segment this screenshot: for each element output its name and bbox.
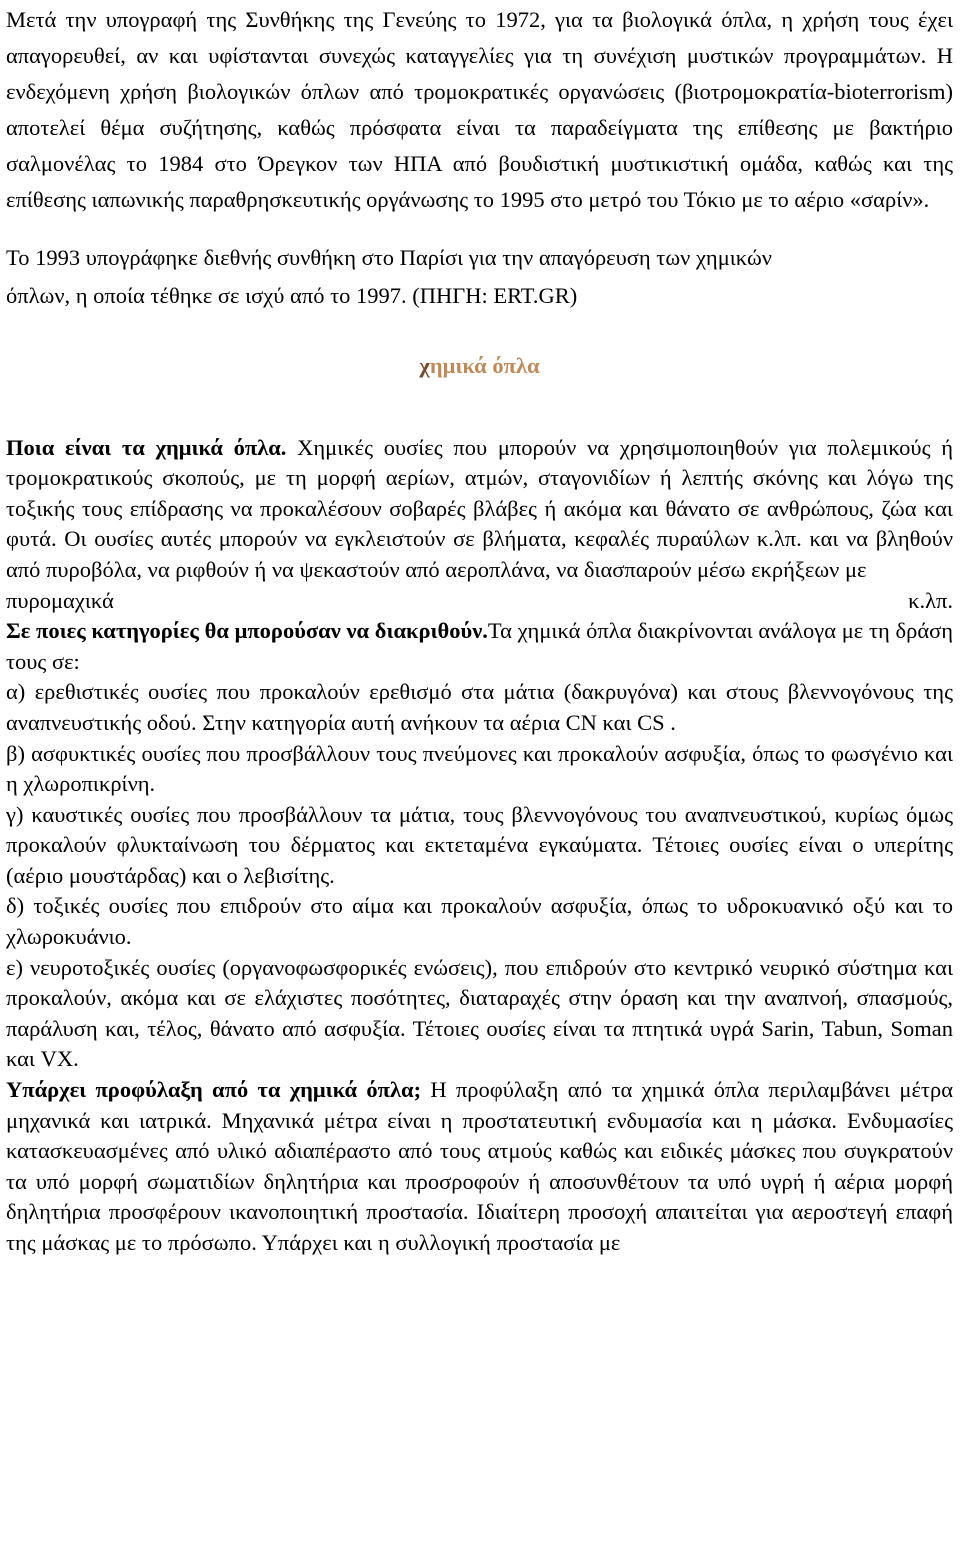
category-b: β) ασφυκτικές ουσίες που προσβάλλουν τους πνεύμονες και προκαλούν ασφυξία, όπως το φωσγένιο και η χλωροπικρίνη.: [6, 740, 953, 797]
protection-text: Η προφύλαξη από τα χημικά όπλα περιλαμβάνει μέτρα μηχανικά και ιατρικά. Μηχανικά μέτρα είναι η προστατευτική ενδυμασία και η μάσκα. Ενδυμασίες κατασκευασμένες από υλικό αδιαπέραστο από τους ατμούς καθώς και ειδικές μάσκες που συγκρατούν τα υπό μορφή σωματιδίων δηλητήρια και προσροφούν ή αποσυνθέτουν τα υπό υγρή ή αέρια μορφή δηλητήρια προσφέρουν ικανοποιητική προστασία. Ιδιαίτερη προσοχή απαιτείται για αεροστεγή επαφή της μάσκας με το πρόσωπο. Υπάρχει και η συλλογική προστασία με: [6, 1077, 953, 1255]
intro-paragraph-2-line-2: όπλων, η οποία τέθηκε σε ισχύ από το 1997. (ΠΗΓΗ: ERT.GR): [6, 282, 578, 308]
section-heading: [6, 351, 953, 381]
what-are-last-word-right: κ.λπ.: [908, 587, 953, 613]
what-are-last-word-left: πυρομαχικά: [6, 587, 114, 613]
intro-paragraph-1: Μετά την υπογραφή της Συνθήκης της Γενεύης το 1972, για τα βιολογικά όπλα, η χρήση τους έχει απαγορευθεί, αν και υφίστανται συνεχώς καταγγελίες για τη συνέχιση μυστικών προγραμμάτων. Η ενδεχόμενη χρήση βιολογικών όπλων από τρομοκρατικές οργανώσεις (βιοτρομοκρατία-bioterrorism) αποτελεί θέμα συζήτησης, καθώς πρόσφατα είναι τα παραδείγματα της επίθεσης με βακτήριο σαλμονέλας το 1984 στο Όρεγκον των ΗΠΑ από βουδιστική μυστικιστική ομάδα, καθώς και της επίθεσης ιαπωνικής παραθρησκευτικής οργάνωσης το 1995 στο μετρό του Τόκιο με το αέριο «σαρίν».: [6, 7, 953, 213]
categories-paragraph: [6, 616, 953, 677]
categories-title: Σε ποιες κατηγορίες θα μπορούσαν να διακριθούν.: [6, 618, 488, 644]
categories-text: Τα χημικά όπλα διακρίνονται ανάλογα με τη δράση τους σε:: [6, 618, 954, 674]
what-are-title: Ποια είναι τα χημικά όπλα.: [6, 434, 287, 460]
what-are-last-line: [6, 586, 953, 617]
category-d: δ) τοξικές ουσίες που επιδρούν στο αίμα και προκαλούν ασφυξία, όπως το υδροκυανικό οξύ και το χλωροκυάνιο.: [6, 893, 953, 950]
category-a: α) ερεθιστικές ουσίες που προκαλούν ερεθισμό στα μάτια (δακρυγόνα) και στους βλεννογόνους της αναπνευστικής οδού. Στην κατηγορία αυτή ανήκουν τα αέρια CN και CS .: [6, 679, 953, 735]
what-are-chemical-weapons-paragraph: [6, 433, 953, 586]
category-c: γ) καυστικές ουσίες που προσβάλλουν τα μάτια, τους βλεννογόνους του αναπνευστικού, κυρίως όμως προκαλούν φλυκταίνωση του δέρματος και εκτεταμένα εγκαύματα. Τέτοιες ουσίες είναι ο υπερίτης (αέριο μουστάρδας) και ο λεβισίτης.: [6, 801, 953, 888]
protection-title: Υπάρχει προφύλαξη από τα χημικά όπλα;: [6, 1077, 422, 1103]
category-e: ε) νευροτοξικές ουσίες (οργανοφωσφορικές ενώσεις), που επιδρούν στο κεντρικό νευρικό σύστημα και προκαλούν, ακόμα και σε ελάχιστες ποσότητες, διαταραχές στην όραση και την αναπνοή, σπασμούς, παράλυση και, τέλος, θάνατο από ασφυξία. Τέτοιες ουσίες είναι τα πτητικά υγρά Sarin, Tabun, Soman και VX.: [6, 954, 953, 1072]
article-body: [6, 433, 953, 1259]
protection-paragraph: [6, 1075, 953, 1259]
intro-paragraph-2: [6, 239, 953, 315]
intro-paragraph-2-line-1: Το 1993 υπογράφηκε διεθνής συνθήκη στο Παρίσι για την απαγόρευση των χημικών: [6, 244, 772, 270]
section-heading-first-letter: χ: [419, 352, 430, 378]
what-are-text: Χημικές ουσίες που μπορούν να χρησιμοποιηθούν για πολεμικούς ή τρομοκρατικούς σκοπούς, με τη μορφή αερίων, ατμών, σταγονιδίων ή λεπτής σκόνης και λόγω της τοξικής τους επίδρασης να προκαλέσουν σοβαρές βλάβες ή ακόμα και θάνατο σε ανθρώπους, ζώα και φυτά. Οι ουσίες αυτές μπορούν να εγκλειστούν σε βλήματα, κεφαλές πυραύλων κ.λπ. και να βληθούν από πυροβόλα, να ριφθούν ή να ψεκαστούν από αεροπλάνα, να διασπαρούν μέσω εκρήξεων με: [6, 434, 953, 582]
section-heading-rest: ημικά όπλα: [429, 352, 540, 378]
